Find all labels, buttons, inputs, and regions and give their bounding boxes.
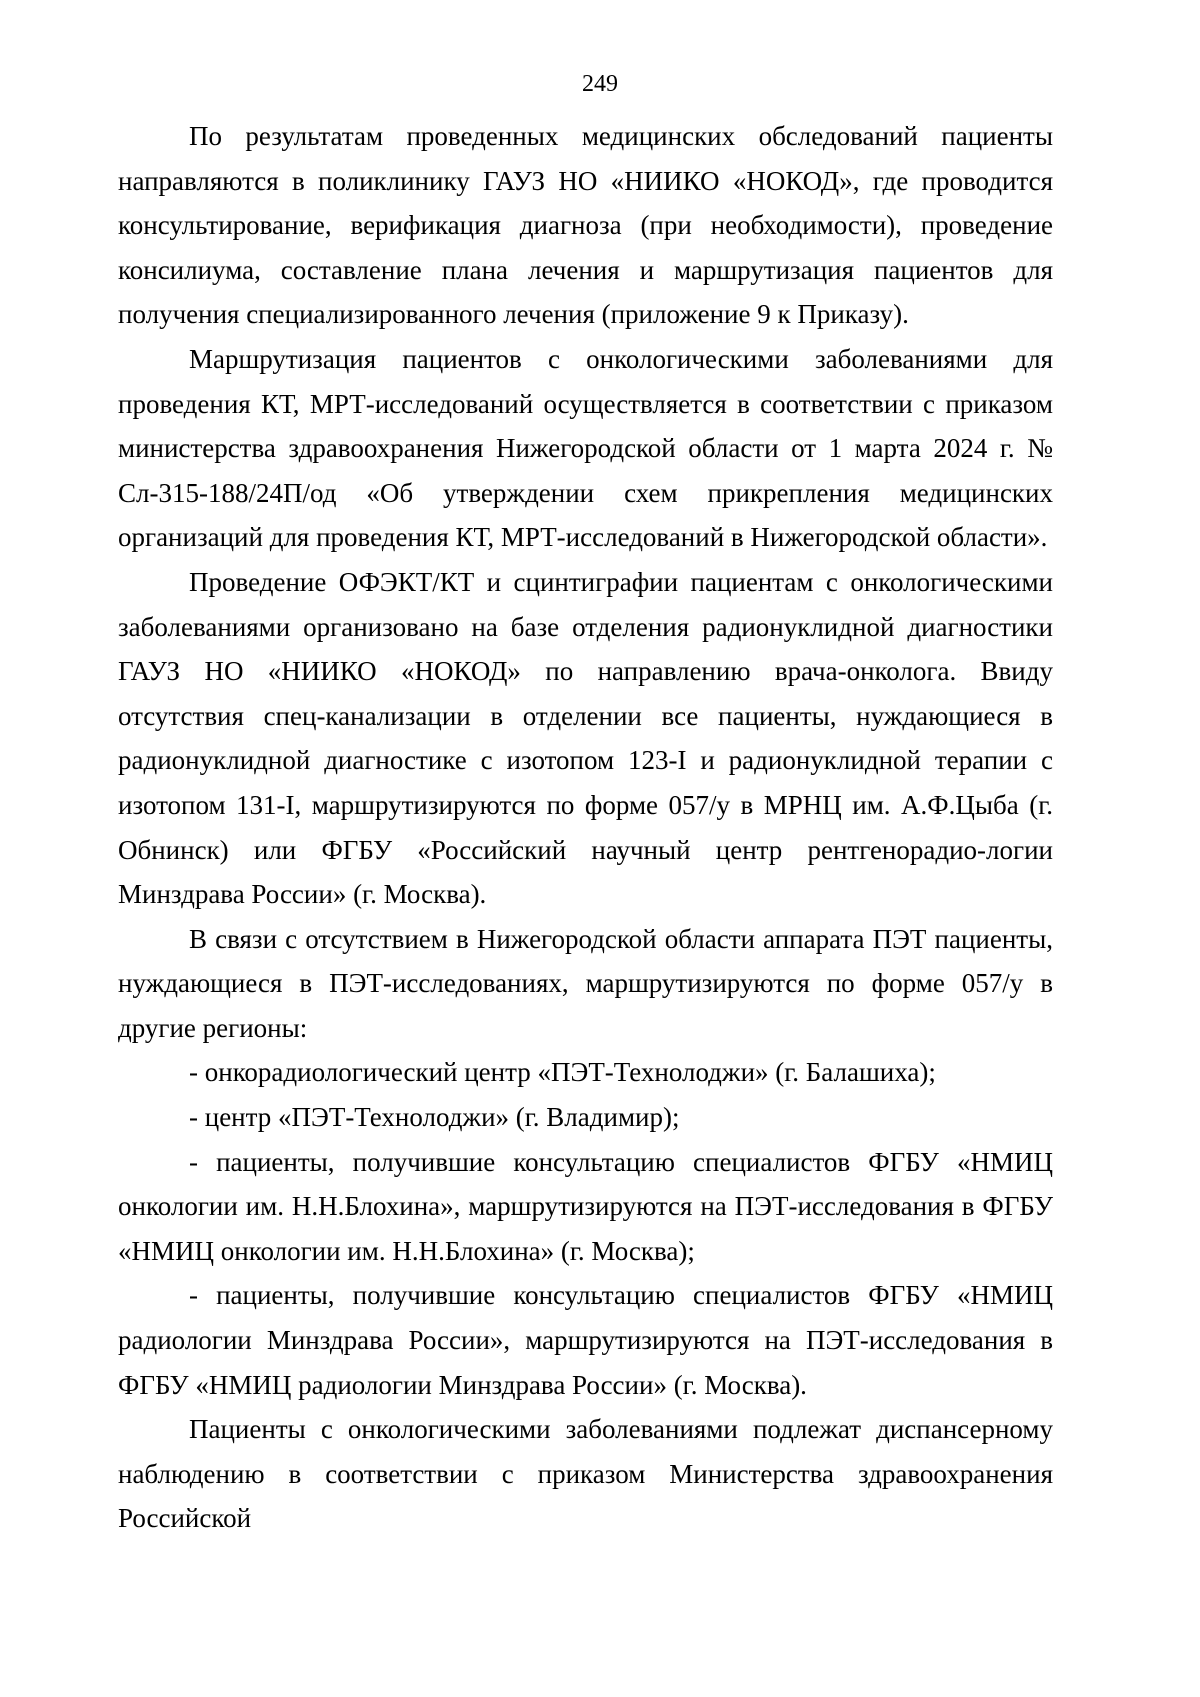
list-item-radiology-center: - пациенты, получившие консультацию специалистов ФГБУ «НМИЦ радиологии Минздрава России», маршрутизируются на ПЭТ-исследования в ФГБУ «НМИЦ радиологии Минздрава России» (г. Москва).	[118, 1280, 1053, 1400]
list-item-balashikha: - онкорадиологический центр «ПЭТ-Технолоджи» (г. Балашиха);	[189, 1057, 936, 1088]
paragraph-referral-polyclinic: По результатам проведенных медицинских обследований пациенты направляются в поликлинику ГАУЗ НО «НИИКО «НОКОД», где проводится консультирование, верификация диагноза (при необходимости), проведение консилиума, составление плана лечения и маршрутизация пациентов для получения специализированного лечения (приложение 9 к Приказу).	[118, 121, 1053, 330]
document-body	[118, 114, 1053, 1541]
list-item-blokhin: - пациенты, получившие консультацию специалистов ФГБУ «НМИЦ онкологии им. Н.Н.Блохина», маршрутизируются на ПЭТ-исследования в ФГБУ «НМИЦ онкологии им. Н.Н.Блохина» (г. Москва);	[118, 1146, 1053, 1266]
list-item-vladimir: - центр «ПЭТ-Технолоджи» (г. Владимир);	[189, 1102, 680, 1133]
paragraph-spect-scintigraphy: Проведение ОФЭКТ/КТ и сцинтиграфии пациентам с онкологическими заболеваниями организовано на базе отделения радионуклидной диагностики ГАУЗ НО «НИИКО «НОКОД» по направлению врача-онколога. Ввиду отсутствия спец-канализации в отделении все пациенты, нуждающиеся в радионуклидной диагностике с изотопом 123-I и радионуклидной терапии с изотопом 131-I, маршрутизируются по форме 057/у в МРНЦ им. А.Ф.Цыба (г. Обнинск) или ФГБУ «Российский научный центр рентгенорадио-логии Минздрава России» (г. Москва).	[118, 566, 1053, 910]
page-number: 249	[582, 71, 618, 97]
paragraph-dispensary-observation: Пациенты с онкологическими заболеваниями подлежат диспансерному наблюдению в соответствии с приказом Министерства здравоохранения Российской	[118, 1414, 1053, 1534]
paragraph-pet-routing: В связи с отсутствием в Нижегородской области аппарата ПЭТ пациенты, нуждающиеся в ПЭТ-исследованиях, маршрутизируются по форме 057/у в другие регионы:	[118, 923, 1053, 1043]
paragraph-ct-mri-routing: Маршрутизация пациентов с онкологическими заболеваниями для проведения КТ, МРТ-исследований осуществляется в соответствии с приказом министерства здравоохранения Нижегородской области от 1 марта 2024 г. № Сл-315-188/24П/од «Об утверждении схем прикрепления медицинских организаций для проведения КТ, МРТ-исследований в Нижегородской области».	[118, 343, 1053, 553]
